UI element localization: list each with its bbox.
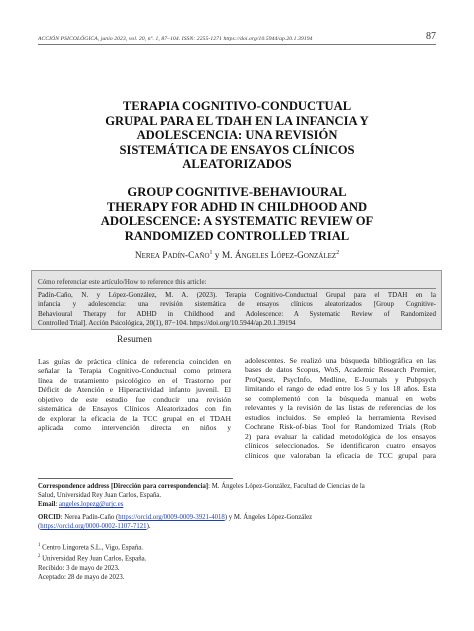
title-en-line: GROUP COGNITIVE-BEHAVIOURAL [127,184,347,199]
email-label: Email [38,501,56,508]
affiliation-line [38,541,438,552]
received-date: Recibido: 3 de mayo de 2023. [38,565,120,572]
correspondence-label: Correspondence address [Dirección para correspondencia] [38,483,209,490]
title-spanish [60,99,414,172]
abstract-line: limitando el rango de edad entre los 5 y los 18 años. Esta [245,384,436,394]
title-es-line: ADOLESCENCIA: UNA REVISIÓN [136,128,338,143]
affiliation-text: Universidad Rey Juan Carlos, España. [40,555,147,563]
affiliation-number: 2 [38,554,41,560]
abstract-line: se complementó con la búsqueda manual en webs [245,393,436,403]
title-es-line: TERAPIA COGNITIVO-CONDUCTUAL [122,99,352,113]
correspondence-line [38,482,438,491]
author-list [60,250,414,261]
accepted-date: Aceptado: 28 de mayo de 2023. [38,574,125,581]
citation-heading: Cómo referenciar este artículo/How to reference this article: [38,278,207,286]
title-es-line: SISTEMÁTICA DE ENSAYOS CLÍNICOS [119,142,355,157]
orcid-note [38,513,438,531]
header-rule [38,44,436,45]
abstract-line: relevantes y la revisión de las listas de referencias de los [245,403,436,413]
page-number: 87 [426,31,436,42]
dates-note [38,564,438,582]
citation-line: Controlled Trial]. Acción Psicológica, 20(1), 87−104. https://doi.org/10.5944/ap.20.1.39194 [38,319,296,328]
affiliation-text: Centro Lingoreta S.L., Vigo, España. [40,544,143,552]
orcid-line: (https://orcid.org/0000-0002-1107-7121). [38,523,151,530]
author-conjunction: y [212,251,222,262]
abstract-line: 2) para evaluar la calidad metodológica de los ensayos [245,431,436,441]
orcid-link-author1[interactable]: https://orcid.org/0009-0009-3921-4018 [118,514,225,521]
abstract-line: adolescentes. Se realizó una búsqueda bibliográfica en las [245,356,436,365]
affiliations [38,541,438,564]
abstract-line: Las guías de práctica clínica de referencia coinciden en [38,357,231,366]
correspondence-text: : M. Ángeles López-González, Facultad de Ciencias de la [208,483,365,490]
abstract-line: sistemática de Ensayos Clínicos Aleatorizados con fin [38,404,231,414]
author-name: M. Ángeles López-González [221,251,337,262]
orcid-text: ) y M. Ángeles López-González [224,514,313,521]
abstract-line: aplicada como intervención directa en niños y [38,423,231,433]
email-link[interactable]: angeles.lopezg@urjc.es [58,501,124,508]
abstract-line: ProQuest, PsycInfo, Medline, E-Journals y Pubpsych [245,374,436,384]
abstract-line: línea de tratamiento psicológico en el Trastorno por [38,375,231,385]
citation-text [38,291,436,329]
title-block [60,99,414,243]
abstract-line: bases de datos Scopus, WoS, Academic Research Premier, [245,365,436,375]
orcid-text: : Nerea Padín-Caño ( [60,514,119,521]
title-es-line: ALEATORIZADOS [182,157,292,172]
citation-line: infancia y adolescencia: una revisión sistemática de ensayos clínicos aleatorizados [Group Cognitive- [38,300,436,309]
abstract-line: clínicos seleccionados. Se identificaron cuatro ensayos [245,441,436,451]
correspondence-note [38,482,438,509]
running-header: ACCIÓN PSICOLÓGICA, junio 2023, vol. 20, nº. 1, 87–104. ISSN: 2255-1271 https://doi.org/10.5944/ap.20.1.39194 [38,36,313,42]
title-en-line: RANDOMIZED CONTROLLED TRIAL [124,228,350,243]
orcid-link-author2[interactable]: https://orcid.org/0000-0002-1107-7121 [40,523,147,530]
affiliation-mark: 1 [209,250,213,256]
abstract-left-column [38,357,231,433]
email-line: Email: angeles.lopezg@urjc.es [38,501,124,508]
footnote-rule [38,478,233,479]
abstract-line: señalar la Terapia Cognitivo-Conductual como primera [38,366,231,376]
affiliation-mark: 2 [336,250,340,256]
abstract-line: Déficit de Atención e Hiperactividad infanto juvenil. El [38,385,231,395]
abstract-right-column [245,356,436,460]
citation-line: Behavioural Therapy for ADHD in Childhood and Adolescence: A Systematic Review of Randomized [38,309,436,318]
affiliation-line [38,552,438,563]
title-en-line: THERAPY FOR ADHD IN CHILDHOOD AND [106,199,368,214]
orcid-label: ORCID [38,514,61,521]
abstract-line: objetivo de este estudio fue conducir una revisión [38,394,231,404]
title-english [60,185,414,243]
affiliation-number: 1 [38,543,41,548]
abstract-line: clínicos que valoraban la eficacia de TCC grupal para [245,450,436,460]
title-en-line: ADOLESCENCE: A SYSTEMATIC REVIEW OF [100,214,374,229]
abstract-line: Cochrane Risk-of-bias Tool for Randomized Trials (Rob [245,422,436,432]
citation-line: Padín-Caño, N. y López-González, M. A. (2023). Terapia Cognitivo-Conductual Grupal para el TDAH en la [38,291,436,299]
author-name: Nerea Padín-Caño [134,251,210,262]
citation-divider [37,288,436,289]
abstract-line: estudios incluidos. Se empleó la herramienta Revised [245,412,436,422]
abstract-line: de explorar la eficacia de la TCC grupal en el TDAH [38,413,231,423]
title-es-line: GRUPAL PARA EL TDAH EN LA INFANCIA Y [105,113,369,128]
orcid-line [38,513,438,522]
abstract-heading: Resumen [117,335,152,345]
correspondence-line: Salud, Universidad Rey Juan Carlos, España. [38,492,162,499]
